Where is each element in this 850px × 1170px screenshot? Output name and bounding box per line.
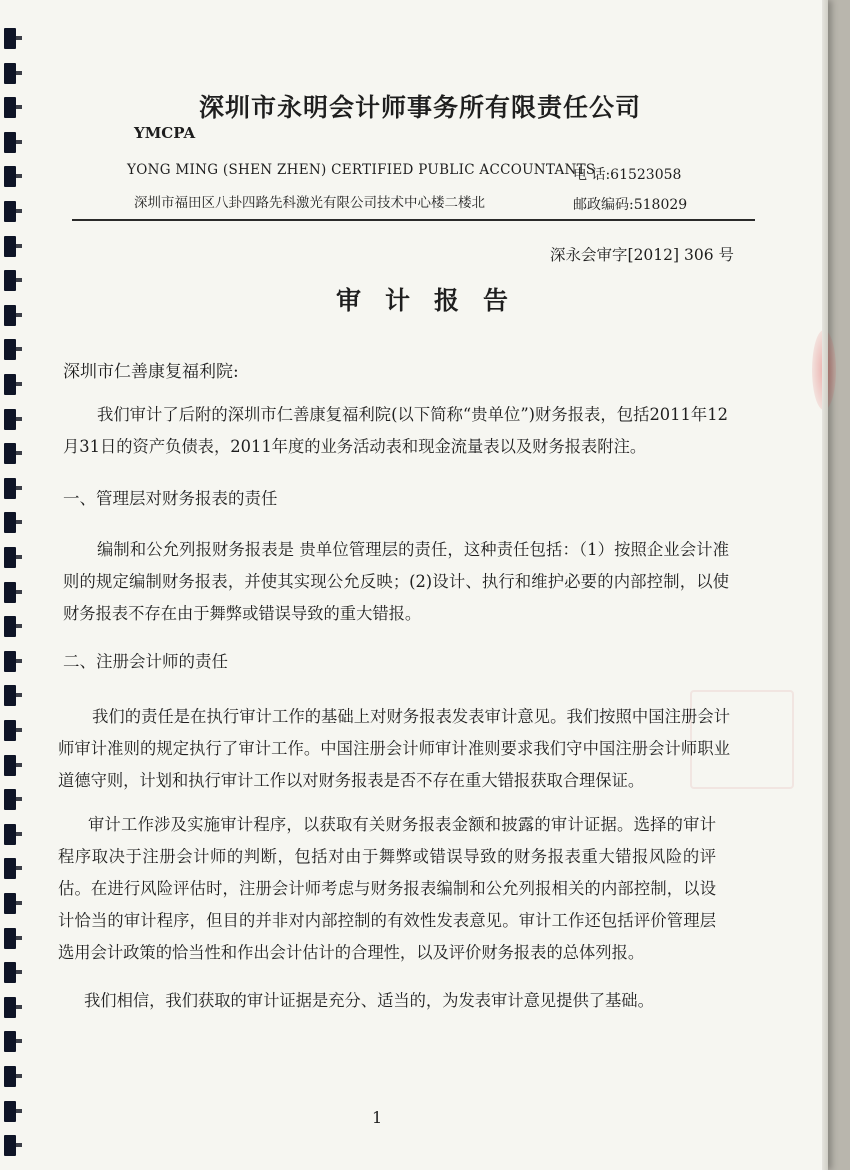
- firm-name: 深圳市永明会计师事务所有限责任公司: [198, 93, 641, 122]
- binding-hole: [4, 1066, 16, 1087]
- binding-hole: [4, 1135, 16, 1156]
- page-number: 1: [372, 1108, 383, 1127]
- binding-hole: [4, 63, 16, 84]
- binding-hole: [4, 962, 16, 983]
- binding-hole: [4, 132, 16, 153]
- binding-hole: [4, 443, 16, 464]
- binding-hole: [4, 374, 16, 395]
- binding-hole: [4, 1031, 16, 1052]
- binding-hole: [4, 789, 16, 810]
- spiral-binding: [0, 0, 30, 1170]
- letterhead-divider: [72, 219, 755, 221]
- binding-hole: [4, 997, 16, 1018]
- binding-hole: [4, 616, 16, 637]
- management-responsibility-paragraph: 编制和公允列报财务报表是 贵单位管理层的责任，这种责任包括：（1）按照企业会计准则的规定编制财务报表，并使其实现公允反映；(2)设计、执行和维护必要的内部控制，以使财务报表不存在由于舞弊或错误导致的重大错报。: [63, 540, 729, 623]
- binding-hole: [4, 1101, 16, 1122]
- binding-hole: [4, 685, 16, 706]
- firm-phone: 电 话:61523058: [573, 167, 682, 183]
- audit-evidence-paragraph: 我们相信，我们获取的审计证据是充分、适当的，为发表审计意见提供了基础。: [84, 991, 654, 1010]
- seal-mark: [812, 330, 836, 410]
- binding-hole: [4, 478, 16, 499]
- binding-hole: [4, 409, 16, 430]
- binding-hole: [4, 582, 16, 603]
- firm-address: 深圳市福田区八卦四路先科激光有限公司技术中心楼二楼北: [134, 195, 485, 211]
- section-heading-management: 一、管理层对财务报表的责任: [63, 489, 278, 508]
- binding-hole: [4, 893, 16, 914]
- auditor-responsibility-paragraph: 我们的责任是在执行审计工作的基础上对财务报表发表审计意见。我们按照中国注册会计师审计准则的规定执行了审计工作。中国注册会计师审计准则要求我们守中国注册会计师职业道德守则，计划和执行审计工作以对财务报表是否不存在重大错报获取合理保证。: [58, 707, 730, 790]
- binding-hole: [4, 755, 16, 776]
- binding-hole: [4, 651, 16, 672]
- firm-english-name: YONG MING (SHEN ZHEN) CERTIFIED PUBLIC ACCOUNTANTS: [127, 162, 596, 178]
- firm-abbreviation: YMCPA: [134, 124, 196, 142]
- addressee: 深圳市仁善康复福利院:: [63, 362, 239, 382]
- binding-hole: [4, 236, 16, 257]
- firm-postcode: 邮政编码:518029: [573, 197, 688, 213]
- intro-paragraph: 我们审计了后附的深圳市仁善康复福利院(以下简称“贵单位”)财务报表，包括2011年12月31日的资产负债表，2011年度的业务活动表和现金流量表以及财务报表附注。: [63, 405, 728, 456]
- binding-hole: [4, 166, 16, 187]
- binding-hole: [4, 547, 16, 568]
- audit-procedures-paragraph: 审计工作涉及实施审计程序，以获取有关财务报表金额和披露的审计证据。选择的审计程序取决于注册会计师的判断，包括对由于舞弊或错误导致的财务报表重大错报风险的评估。在进行风险评估时，注册会计师考虑与财务报表编制和公允列报相关的内部控制，以设计恰当的审计程序，但目的并非对内部控制的有效性发表意见。审计工作还包括评价管理层选用会计政策的恰当性和作出会计估计的合理性，以及评价财务报表的总体列报。: [58, 815, 716, 962]
- binding-hole: [4, 201, 16, 222]
- binding-hole: [4, 824, 16, 845]
- binding-hole: [4, 339, 16, 360]
- document-number: 深永会审字[2012] 306 号: [550, 246, 734, 264]
- binding-hole: [4, 512, 16, 533]
- section-heading-auditor: 二、注册会计师的责任: [63, 652, 228, 671]
- report-title: 审计报告: [335, 286, 532, 315]
- binding-hole: [4, 858, 16, 879]
- binding-hole: [4, 28, 16, 49]
- binding-hole: [4, 720, 16, 741]
- binding-hole: [4, 928, 16, 949]
